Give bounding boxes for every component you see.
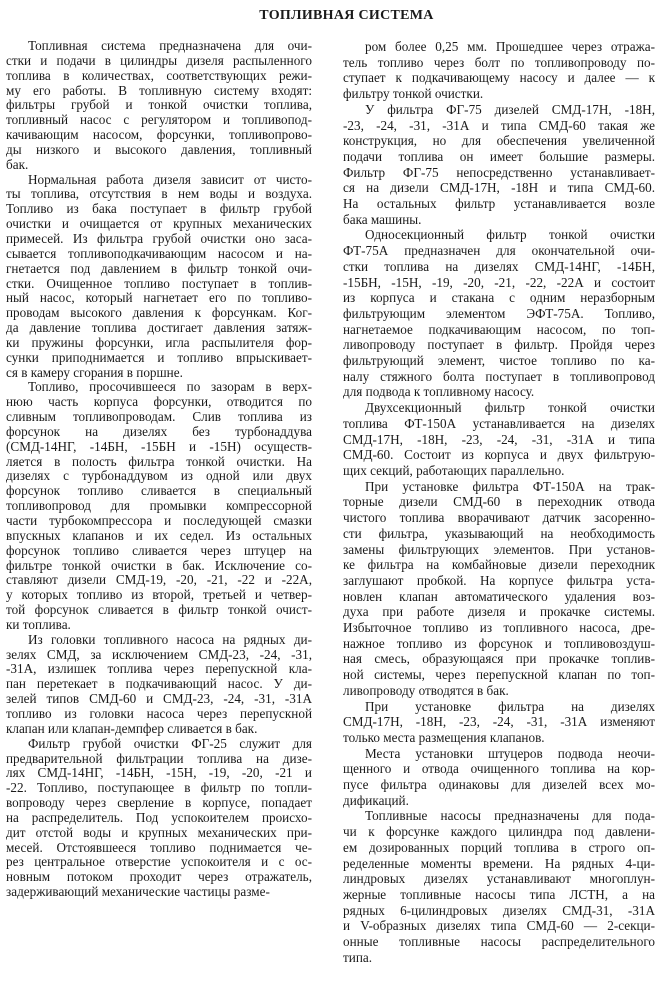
text-line: Избыточное топливо из топливного насоса, дре-: [343, 620, 655, 636]
text-line: конструкция, но для обеспечения увеличенной: [343, 133, 655, 149]
text-line: стки. Очищенное топливо поступает в топлив-: [6, 275, 312, 291]
paragraph: [6, 39, 312, 173]
text-line: бак.: [6, 156, 29, 172]
text-line: дизелях с турбонаддувом из одной или двух: [6, 468, 312, 484]
text-line: ляется в полость фильтра тонкой очистки. На: [6, 453, 312, 469]
text-line: типа.: [343, 949, 373, 965]
text-line: -22. Топливо, поступающее в фильтр по топли-: [6, 780, 312, 796]
text-line: гнетается под давлением в фильтр тонкой очи-: [6, 260, 312, 276]
text-line: У фильтра ФГ-75 дизелей СМД-17Н, -18Н,: [365, 101, 655, 117]
text-line: из корпуса и стакана с одним неразборным: [343, 290, 655, 306]
text-line: ный насос, который нагнетает его по топливо-: [6, 290, 312, 306]
text-line: му его работы. В топливную систему входят:: [6, 82, 312, 98]
right-column: [343, 39, 655, 965]
text-line: ся на дизели СМД-17Н, -18Н и типа СМД-60.: [343, 180, 655, 196]
text-line: тель топливо через болт по топливопроводу по-: [343, 54, 655, 70]
text-line: топливо из головки насоса через перепускной: [6, 705, 312, 721]
text-line: ливопроводу поступает в фильтр. Пройдя через: [343, 337, 655, 353]
text-line: нажное топливо из форсунок и топливовоздуш-: [343, 635, 655, 651]
text-line: фильтру тонкой очистки.: [343, 86, 484, 102]
text-line: ной системы, через перепускной клапан по топ-: [343, 667, 655, 683]
text-line: -23, -24, -31, -31А и типа СМД-60 такая же: [343, 117, 655, 133]
text-line: месей. Отстоявшееся топливо поднимается че-: [6, 839, 312, 855]
text-line: (СМД-14НГ, -14БН, -15БН и -15Н) осуществ-: [6, 438, 312, 454]
text-line: При установке фильтра ФТ-150А на трак-: [365, 478, 655, 494]
text-line: фильтры грубой и тонкой очистки топлива,: [6, 97, 312, 113]
text-line: ределенные моменты времени. На рядных 4-ци-: [343, 855, 655, 871]
text-line: зелей типов СМД-60 и СМД-23, -24, -31, -31А: [6, 691, 312, 707]
text-line: форсунок на дизелях без турбонаддува: [6, 423, 312, 439]
text-line: Топливо, просочившееся по зазорам в верх-: [28, 379, 312, 395]
text-line: стки и подачи в цилиндры дизеля распыленного: [6, 52, 312, 68]
text-line: линдровых дизелях устанавливают многоплун-: [343, 871, 655, 887]
paragraph: [6, 633, 312, 737]
text-line: для подвода к топливному насосу.: [343, 384, 535, 400]
text-line: торные дизели СМД-60 в переходник отвода: [343, 494, 655, 510]
paragraph: [343, 227, 655, 400]
paragraph: [6, 173, 312, 381]
text-line: задерживающий механические частицы разме-: [6, 884, 270, 900]
text-line: примесей. Из фильтра грубой очистки оно заса-: [6, 230, 312, 246]
text-line: сливным топливопроводам. Слив топлива из: [6, 409, 312, 425]
text-line: топлива ФТ-150А устанавливается на дизелях: [343, 415, 655, 431]
text-line: стки топлива на дизелях СМД-14НГ, -14БН,: [343, 258, 655, 274]
text-line: сывается топливоподкачивающим насосом и на-: [6, 245, 312, 261]
paragraph: [343, 746, 655, 809]
text-line: очистки и очищается от крупных механических: [6, 216, 312, 232]
page-title: ТОПЛИВНАЯ СИСТЕМА: [259, 8, 434, 23]
text-line: ром более 0,25 мм. Прошедшее через отража-: [365, 39, 655, 54]
text-line: Места установки штуцеров подвода неочи-: [365, 745, 655, 761]
text-line: -15БН, -15Н, -19, -20, -21, -22, -22А и состоит: [343, 274, 655, 290]
text-line: -31А, излишек топлива через перепускной кла-: [6, 661, 312, 677]
text-line: впускных клапанов и их седел. Из остальных: [6, 527, 312, 543]
text-line: На остальных фильтр устанавливается возле: [343, 196, 655, 212]
text-line: рядных 6-цилиндровых дизелях СМД-31, -31А: [343, 902, 655, 918]
text-line: и V-образных дизелях типа СМД-60 — 2-секци-: [343, 918, 655, 934]
text-line: качивающим насосом, форсунки, топливопрово-: [6, 127, 312, 143]
text-line: щих секций, работающих параллельно.: [343, 462, 565, 478]
paragraph: [343, 39, 655, 102]
text-line: проводам высокого давления к форсункам. Ког-: [6, 305, 312, 321]
text-line: Топливо из бака поступает в фильтр грубой: [6, 201, 312, 217]
text-line: подачи топлива он имеет большие размеры.: [343, 148, 655, 164]
text-line: топливопровод для промывки компрессорной: [6, 498, 312, 514]
text-line: СМД-60. Состоит из корпуса и двух фильтрую-: [343, 447, 655, 463]
text-line: ем дозированных порций топлива в строго оп-: [343, 839, 655, 855]
paragraph: [343, 400, 655, 479]
text-line: ся в камеру сгорания в поршне.: [6, 364, 183, 380]
text-line: вопроводу через сверление в корпусе, попадает: [6, 795, 312, 811]
text-line: СМД-17Н, -18Н, -23, -24, -31, -31А и типа: [343, 431, 655, 447]
text-line: жерные топливные насосы типа ЛСТН, а на: [343, 886, 655, 902]
text-line: ды низкого и высокого давления, топливный: [6, 141, 312, 157]
text-line: Топливная система предназначена для очи-: [28, 38, 312, 53]
text-line: той форсунок сливается в фильтр тонкой очист-: [6, 602, 312, 618]
text-line: фильтрующим элементом ЭФТ-75А. Топливо,: [343, 305, 655, 321]
text-line: бака машины.: [343, 211, 422, 227]
text-line: духа при работе дизеля и прокачке системы.: [343, 604, 655, 620]
text-line: Фильтр ФГ-75 непосредственно устанавливает-: [343, 164, 655, 180]
paragraph: [6, 380, 312, 632]
text-line: нагнетаемое подкачивающим насосом, по топ-: [343, 321, 655, 337]
text-line: ставляют дизели СМД-19, -20, -21, -22 и -22А,: [6, 572, 312, 588]
text-line: налу стяжного болта поступает в топливопровод: [343, 368, 655, 384]
text-line: зелях СМД, за исключением СМД-23, -24, -31,: [6, 646, 312, 662]
text-line: только места размещения клапанов.: [343, 729, 545, 745]
text-line: чи к форсунке каждого цилиндра под давлени-: [343, 824, 655, 840]
text-line: ная смесь, образующаяся при прокачке топлив-: [343, 651, 655, 667]
text-line: фильтрующий элемент, чистое топливо по ка-: [343, 353, 655, 369]
text-line: щенного и отвода очищенного топлива на кор-: [343, 761, 655, 777]
text-line: Из головки топливного насоса на рядных ди-: [28, 631, 312, 647]
text-line: новлен клапан автоматического удаления воз-: [343, 588, 655, 604]
text-line: заглушают пробкой. На корпусе фильтра уста-: [343, 572, 655, 588]
text-line: Односекционный фильтр тонкой очистки: [365, 227, 655, 243]
text-line: ступает к подкачивающему насосу и далее — к: [343, 70, 655, 86]
text-line: у которых топливо из второй, третьей и четвер-: [6, 587, 312, 603]
paragraph: [343, 102, 655, 228]
text-line: на распределитель. Под успокоителем происхо-: [6, 809, 312, 825]
text-line: топливный насос с регулятором и топливопод-: [6, 112, 312, 128]
text-line: предварительной фильтрации топлива на дизе-: [6, 750, 312, 766]
paragraph: [343, 699, 655, 746]
text-line: ки пружины форсунки, игла распылителя фор-: [6, 334, 312, 350]
text-line: пан перетекает в подкачивающий насос. У ди-: [6, 676, 312, 692]
text-line: онные топливные насосы распределительного: [343, 934, 655, 950]
text-line: да давление топлива достигает давления затяж-: [6, 320, 312, 336]
text-line: ке фильтра на комбайновые дизели переходник: [343, 557, 655, 573]
text-line: фильтре тонкой очистки в бак. Исключение со-: [6, 557, 312, 573]
text-line: замены фильтрующих элементов. При установ-: [343, 541, 655, 557]
text-line: чистого топлива вворачивают датчик засоренно-: [343, 510, 655, 526]
text-line: ливопроводу отводятся в бак.: [343, 682, 509, 698]
text-line: топлива в количествах, соответствующих режи-: [6, 67, 312, 83]
text-line: ки топлива.: [6, 616, 71, 632]
text-line: дит отстой воды и крупных механических при-: [6, 824, 312, 840]
text-line: дификаций.: [343, 792, 409, 808]
text-line: лях СМД-14НГ, -14БН, -15Н, -19, -20, -21 и: [6, 765, 312, 781]
text-line: клапан или клапан-демпфер сливается в бак.: [6, 720, 258, 736]
paragraph: [343, 808, 655, 965]
text-line: части турбокомпрессора и последующей смазки: [6, 513, 312, 528]
text-line: При установке фильтра на дизелях: [365, 698, 655, 714]
text-line: Топливные насосы предназначены для пода-: [365, 808, 655, 824]
paragraph: [343, 479, 655, 699]
text-line: пусе фильтра одинаковы для дизелей всех мо-: [343, 777, 655, 793]
text-line: новным потоком проходит через отражатель,: [6, 869, 312, 885]
text-line: сти фильтра, указывающий на необходимость: [343, 525, 655, 541]
text-line: сунки приподнимается и топливо впрыскивает-: [6, 349, 312, 365]
text-line: рез центральное отверстие успокоителя и с ос-: [6, 854, 312, 870]
text-line: Нормальная работа дизеля зависит от чисто-: [28, 171, 312, 187]
paragraph: [6, 737, 312, 900]
text-line: форсунок топливо сливается через штуцер на: [6, 542, 312, 558]
text-line: нюю часть корпуса форсунки, отводится по: [6, 394, 312, 410]
text-line: ты топлива, отсутствия в нем воды и воздуха.: [6, 186, 312, 202]
text-line: Двухсекционный фильтр тонкой очистки: [365, 400, 655, 416]
text-line: форсунок топливо сливается в специальный: [6, 483, 312, 499]
text-line: СМД-17Н, -18Н, -23, -24, -31, -31А изменяют: [343, 714, 655, 730]
text-line: Фильтр грубой очистки ФГ-25 служит для: [28, 735, 312, 751]
left-column: [6, 39, 312, 900]
text-line: ФТ-75А предназначен для окончательной очи-: [343, 243, 655, 259]
